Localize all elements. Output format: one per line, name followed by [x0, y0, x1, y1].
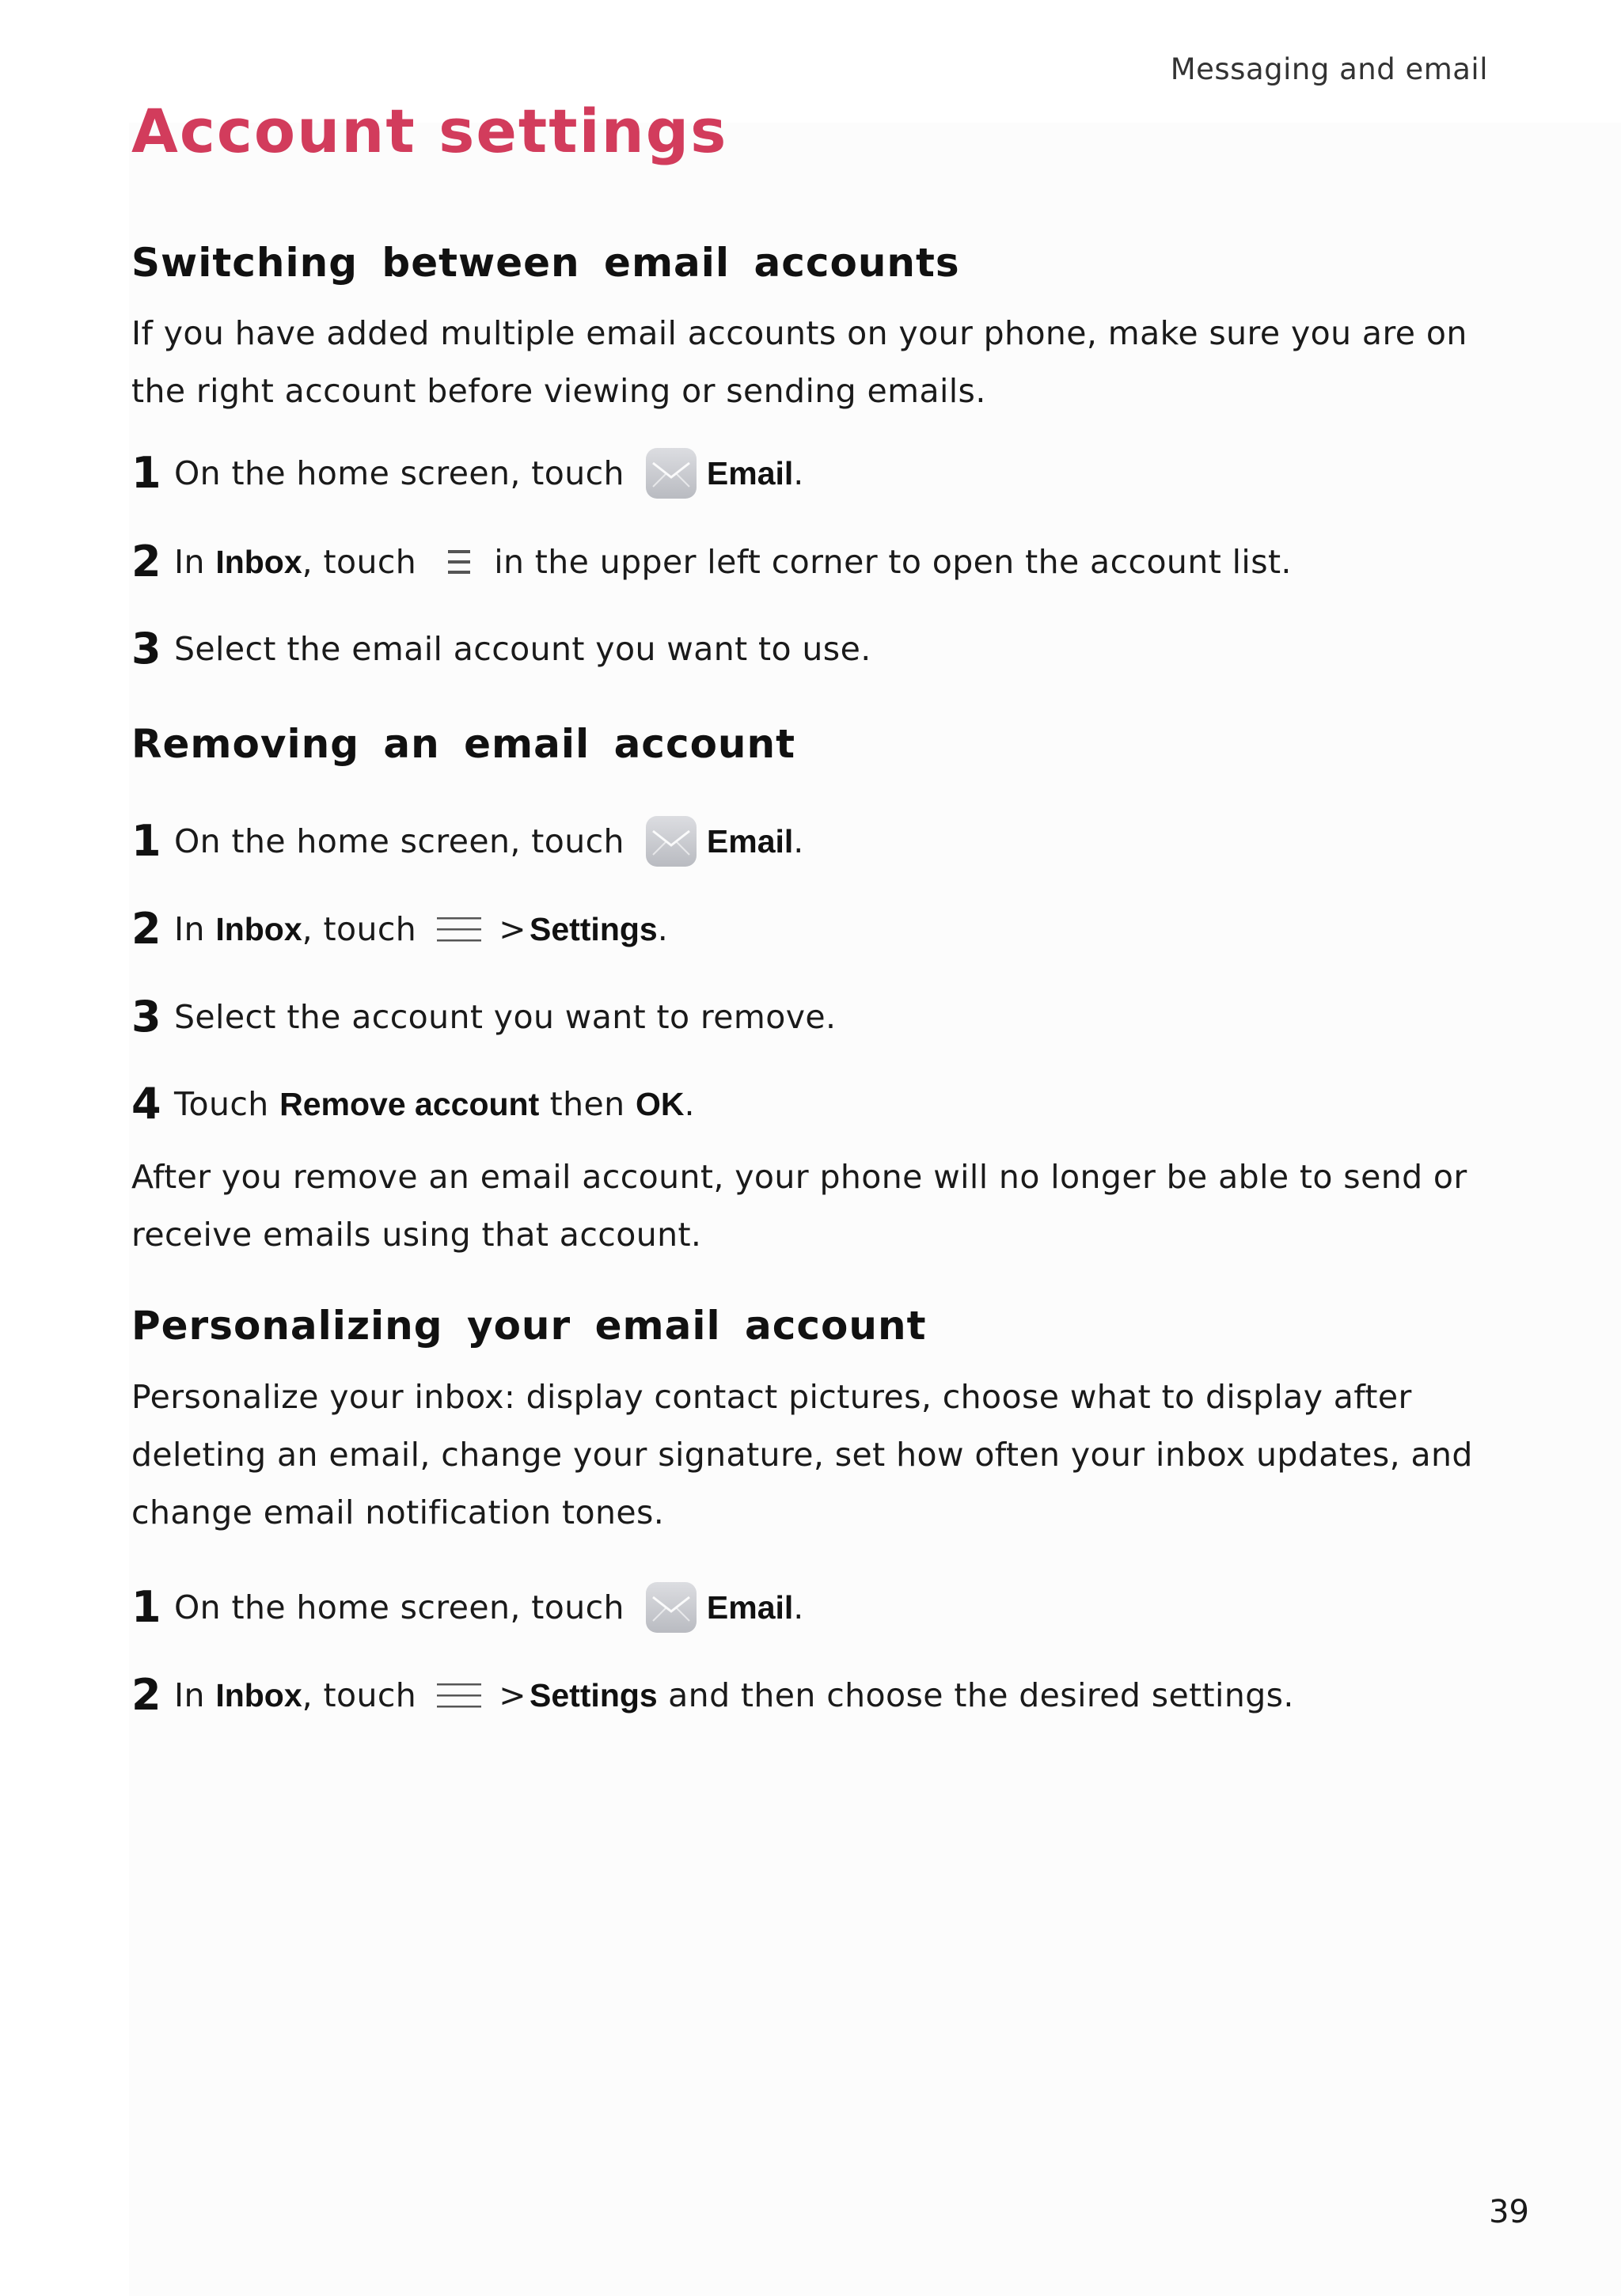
step-text: in the upper left corner to open the account list.: [494, 543, 1292, 581]
step-text: , touch: [302, 910, 417, 948]
step-number: 1: [131, 448, 161, 498]
removing-step-3: [131, 989, 836, 1046]
settings-label: Settings: [529, 1676, 658, 1713]
personalizing-intro-paragraph: Personalize your inbox: display contact pictures, choose what to display after deleting an email, change your signature, set how often your inbox updates, and change email notification tones.: [131, 1378, 1473, 1531]
menu-icon: [435, 911, 483, 947]
inbox-label: Inbox: [215, 543, 302, 580]
step-number: 2: [131, 1670, 161, 1720]
switching-intro-paragraph: If you have added multiple email accounts on your phone, make sure you are on the right account before viewing or sending emails.: [131, 314, 1467, 410]
step-text: Select the email account you want to use.: [174, 630, 871, 668]
step-number: 1: [131, 1582, 161, 1632]
step-text: then: [549, 1085, 625, 1123]
switching-step-2: [131, 533, 1292, 590]
personalizing-step-2: [131, 1667, 1294, 1724]
menu-icon: [445, 544, 473, 580]
section-heading-personalizing: Personalizing your email account: [131, 1303, 927, 1349]
step-text: In: [174, 1676, 205, 1714]
step-number: 3: [131, 624, 161, 674]
email-label: Email: [706, 822, 794, 860]
step-text: , touch: [302, 543, 417, 581]
email-app-icon: [645, 815, 697, 867]
step-number: 2: [131, 904, 161, 954]
email-app-icon: [645, 447, 697, 499]
removing-outro-paragraph: After you remove an email account, your phone will no longer be able to send or receive emails using that account.: [131, 1158, 1467, 1254]
step-punct: .: [657, 910, 669, 948]
chapter-header: Messaging and email: [1170, 52, 1488, 86]
section-heading-removing: Removing an email account: [131, 721, 796, 767]
step-punct: .: [793, 1588, 804, 1626]
inbox-label: Inbox: [215, 910, 302, 947]
email-app-icon: [645, 1581, 697, 1634]
step-number: 3: [131, 992, 161, 1042]
removing-step-2: [131, 901, 668, 958]
step-text: Select the account you want to remove.: [174, 998, 837, 1036]
removing-step-4: [131, 1076, 695, 1133]
arrow-separator: >: [499, 1676, 526, 1714]
step-text: and then choose the desired settings.: [668, 1676, 1294, 1714]
settings-label: Settings: [529, 910, 658, 947]
step-punct: .: [793, 822, 804, 860]
section-heading-switching: Switching between email accounts: [131, 240, 960, 286]
switching-step-3: [131, 620, 871, 677]
email-label: Email: [706, 454, 794, 491]
page-title: Account settings: [131, 96, 728, 166]
inbox-label: Inbox: [215, 1676, 302, 1713]
step-number: 1: [131, 816, 161, 866]
step-text: On the home screen, touch: [174, 822, 624, 860]
arrow-separator: >: [499, 910, 526, 948]
switching-step-1: [131, 445, 804, 502]
personalizing-step-1: [131, 1579, 804, 1636]
page-number: 39: [1489, 2194, 1529, 2230]
step-text: In: [174, 910, 205, 948]
ok-label: OK: [635, 1085, 685, 1122]
step-number: 2: [131, 537, 161, 586]
step-text: Touch: [174, 1085, 269, 1123]
menu-icon: [435, 1677, 483, 1713]
remove-account-label: Remove account: [279, 1085, 540, 1122]
step-punct: .: [684, 1085, 695, 1123]
step-text: , touch: [302, 1676, 417, 1714]
step-text: On the home screen, touch: [174, 454, 624, 492]
step-text: On the home screen, touch: [174, 1588, 624, 1626]
email-label: Email: [706, 1588, 794, 1626]
step-punct: .: [793, 454, 804, 492]
step-text: In: [174, 543, 205, 581]
removing-step-1: [131, 813, 804, 870]
step-number: 4: [131, 1079, 161, 1129]
